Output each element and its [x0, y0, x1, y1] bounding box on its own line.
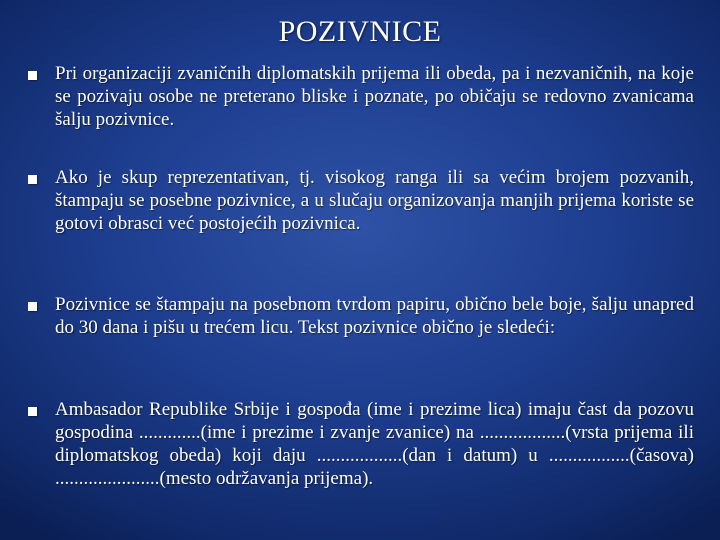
- square-bullet-icon: [28, 407, 37, 416]
- square-bullet-icon: [28, 175, 37, 184]
- square-bullet-icon: [28, 71, 37, 80]
- slide-title: POZIVNICE: [278, 15, 442, 48]
- bullet-text: Pri organizaciji zvaničnih diplomatskih prijema ili obeda, pa i nezvaničnih, na koje se pozivaju osobe ne preterano bliske i poznate, po običaju se redovno zvanicama šalju pozivnice.: [55, 63, 694, 130]
- bullet-text: Pozivnice se štampaju na posebnom tvrdom papiru, obično bele boje, šalju unapred do 30 dana i pišu u trećem licu. Tekst pozivnice obično je sledeći:: [55, 294, 694, 338]
- bullet-text: Ako je skup reprezentativan, tj. visokog ranga ili sa većim brojem pozvanih, štampaju se posebne pozivnice, a u slučaju organizovanja manjih prijema koriste se gotovi obrasci već postojećih pozivnica.: [55, 167, 694, 234]
- square-bullet-icon: [28, 302, 37, 311]
- bullet-text: Ambasador Republike Srbije i gospođa (ime i prezime lica) imaju čast da pozovu gospodina .............(ime i prezime i zvanje zvanice) na ..................(vrsta prijema ili diplomatskog obeda) koji daju ..................(dan i datum) u .................(časova) ......................(mesto održavanja prijema).: [55, 399, 694, 489]
